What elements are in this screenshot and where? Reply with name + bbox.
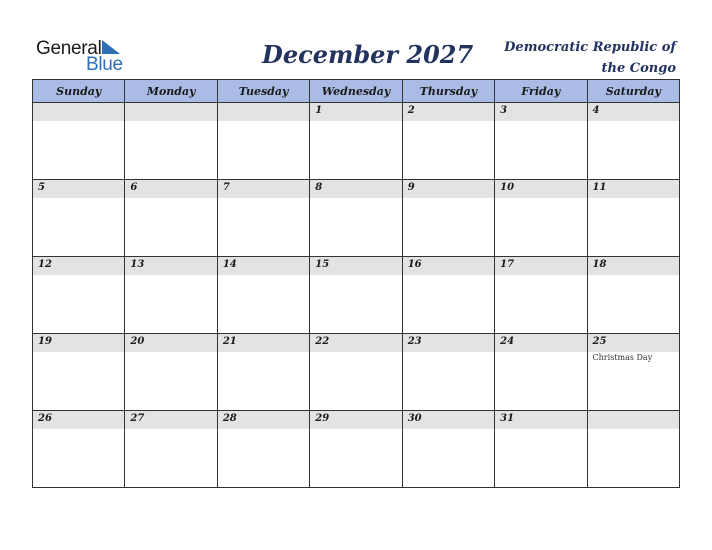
day-number: 13 xyxy=(130,259,145,270)
day-number: 7 xyxy=(222,182,230,193)
day-number: 15 xyxy=(315,259,330,270)
country-line-1: Democratic Republic of xyxy=(504,40,676,55)
logo xyxy=(36,38,136,74)
logo-flag-icon xyxy=(100,40,122,56)
day-cell xyxy=(33,411,125,488)
day-number: 9 xyxy=(407,182,415,193)
day-cell xyxy=(587,257,679,334)
country-line-2: the Congo xyxy=(601,61,676,76)
day-number: 10 xyxy=(500,182,515,193)
day-number: 28 xyxy=(222,413,237,424)
day-number: 20 xyxy=(130,336,145,347)
weekday-friday: Friday xyxy=(495,80,587,103)
week-row-2 xyxy=(33,180,680,257)
day-number: 4 xyxy=(592,105,600,116)
day-cell xyxy=(495,334,587,411)
day-cell xyxy=(587,103,679,180)
day-cell xyxy=(587,180,679,257)
day-cell xyxy=(217,180,309,257)
day-cell xyxy=(495,411,587,488)
day-number: 26 xyxy=(38,413,52,424)
day-cell xyxy=(217,334,309,411)
calendar-grid xyxy=(32,79,680,488)
weekday-thursday: Thursday xyxy=(402,80,494,103)
weekday-header-row xyxy=(33,80,680,103)
day-cell xyxy=(402,411,494,488)
day-cell xyxy=(125,103,217,180)
day-number: 17 xyxy=(500,259,515,270)
day-number: 21 xyxy=(222,336,237,347)
day-cell xyxy=(402,180,494,257)
day-cell xyxy=(217,103,309,180)
day-number: 19 xyxy=(38,336,52,347)
day-cell xyxy=(310,411,402,488)
day-cell xyxy=(587,334,679,411)
day-number: 31 xyxy=(500,413,515,424)
weekday-tuesday: Tuesday xyxy=(217,80,309,103)
day-number: 8 xyxy=(315,182,323,193)
day-number: 1 xyxy=(315,105,323,116)
week-row-5 xyxy=(33,411,680,488)
day-cell xyxy=(310,334,402,411)
day-cell xyxy=(310,103,402,180)
day-cell xyxy=(125,334,217,411)
holiday-label: Christmas Day xyxy=(592,353,653,362)
week-row-1 xyxy=(33,103,680,180)
week-row-3 xyxy=(33,257,680,334)
day-cell xyxy=(217,411,309,488)
day-cell xyxy=(33,334,125,411)
day-number: 22 xyxy=(315,336,330,347)
day-cell xyxy=(33,257,125,334)
country-name xyxy=(486,37,676,79)
day-cell xyxy=(125,180,217,257)
day-cell xyxy=(402,334,494,411)
day-cell xyxy=(310,257,402,334)
day-number: 16 xyxy=(407,259,422,270)
day-cell xyxy=(587,411,679,488)
day-number: 11 xyxy=(592,182,607,193)
day-number: 14 xyxy=(222,259,237,270)
day-number: 30 xyxy=(407,413,422,424)
day-number: 24 xyxy=(500,336,515,347)
weekday-saturday: Saturday xyxy=(587,80,679,103)
week-row-4 xyxy=(33,334,680,411)
weekday-wednesday: Wednesday xyxy=(310,80,402,103)
logo-general-text: General xyxy=(36,38,102,59)
day-cell xyxy=(495,103,587,180)
day-cell xyxy=(125,411,217,488)
day-cell xyxy=(402,103,494,180)
day-number: 3 xyxy=(500,105,508,116)
day-number: 2 xyxy=(407,105,415,116)
day-number: 23 xyxy=(407,336,422,347)
logo-blue-text: Blue xyxy=(86,54,123,75)
weekday-monday: Monday xyxy=(125,80,217,103)
day-cell xyxy=(310,180,402,257)
day-number: 6 xyxy=(130,182,138,193)
day-cell xyxy=(495,257,587,334)
day-cell xyxy=(33,180,125,257)
day-number: 27 xyxy=(130,413,145,424)
day-number: 5 xyxy=(38,182,45,193)
day-cell xyxy=(33,103,125,180)
weekday-sunday: Sunday xyxy=(33,80,125,103)
day-number: 12 xyxy=(38,259,52,270)
day-cell xyxy=(125,257,217,334)
day-number: 18 xyxy=(592,259,607,270)
page-title: December 2027 xyxy=(262,40,474,69)
day-number: 25 xyxy=(592,336,607,347)
day-cell xyxy=(495,180,587,257)
day-cell xyxy=(402,257,494,334)
day-number: 29 xyxy=(315,413,330,424)
day-cell xyxy=(217,257,309,334)
